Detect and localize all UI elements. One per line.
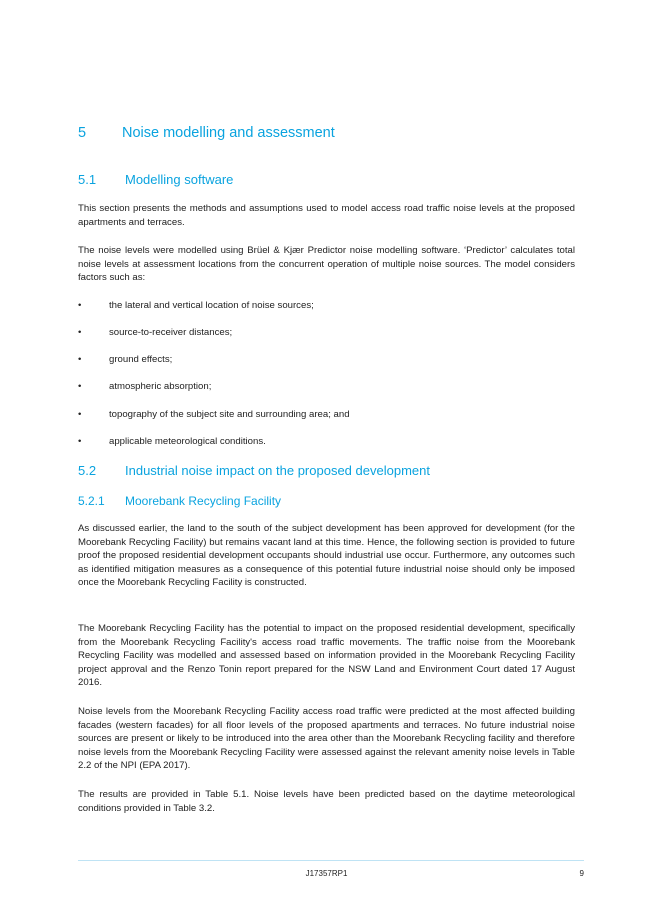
list-item-text: source-to-receiver distances; xyxy=(109,327,233,338)
list-item-text: ground effects; xyxy=(109,354,173,365)
bullet-marker: • xyxy=(78,409,82,420)
subsection-number: 5.2 xyxy=(78,463,97,478)
bullet-marker: • xyxy=(78,327,82,338)
section-title: Noise modelling and assessment xyxy=(122,125,335,141)
subsubsection-number: 5.2.1 xyxy=(78,494,105,508)
paragraph-noise-levels: Noise levels from the Moorebank Recycling Facility access road traffic were predicted at the most affected building facades (western facades) for all floor levels of the proposed apartments and terraces. No future industrial noise sources are present or likely to be introduced into the area other than the Moorebank Recycling facility and therefore noise levels from the Moorebank Recycling Facility were assessed against the relevant amenity noise levels in Table 2.2 of the NPI (EPA 2017). xyxy=(78,706,575,771)
list-item-text: applicable meteorological conditions. xyxy=(109,436,266,447)
page-number: 9 xyxy=(579,869,584,878)
paragraph-intro: This section presents the methods and assumptions used to model access road traffic noise levels at the proposed apartments and terraces. xyxy=(78,203,575,228)
subsection-number: 5.1 xyxy=(78,172,97,187)
list-item-text: topography of the subject site and surrounding area; and xyxy=(109,409,350,420)
bullet-marker: • xyxy=(78,354,82,365)
subsubsection-title: Moorebank Recycling Facility xyxy=(125,494,282,508)
list-item-text: atmospheric absorption; xyxy=(109,381,212,392)
paragraph-predictor: The noise levels were modelled using Brüel & Kjær Predictor noise modelling software. ‘Predictor’ calculates total noise levels at assessment locations from the concurrent operation of multiple noise sources. The model considers factors such as: xyxy=(78,245,575,283)
bullet-marker: • xyxy=(78,436,82,447)
subsection-title: Industrial noise impact on the proposed development xyxy=(125,463,430,478)
subsection-title: Modelling software xyxy=(125,172,234,187)
list-item-text: the lateral and vertical location of noise sources; xyxy=(109,300,314,311)
section-number: 5 xyxy=(78,125,87,141)
bullet-marker: • xyxy=(78,300,82,311)
footer-divider xyxy=(78,860,584,861)
paragraph-results: The results are provided in Table 5.1. Noise levels have been predicted based on the daytime meteorological conditions provided in Table 3.2. xyxy=(78,789,575,814)
bullet-marker: • xyxy=(78,381,82,392)
paragraph-traffic-impact: The Moorebank Recycling Facility has the potential to impact on the proposed residential development, specifically from the Moorebank Recycling Facility's access road traffic movements. The traffic noise from the Moorebank Recycling Facility was modelled and assessed based on information provided in the Moorebank Recycling Facility project approval and the Renzo Tonin report prepared for the NSW Land and Environment Court dated 17 August 2016. xyxy=(78,623,575,688)
paragraph-land-approval: As discussed earlier, the land to the south of the subject development has been approved for development (for the Moorebank Recycling Facility) but remains vacant land at this time. Hence, the following section is provided to future proof the proposed residential development occupants should industrial use occur. Furthermore, any outcomes such as identified mitigation measures as a consequence of this potential future industrial noise should only be imposed once the Moorebank Recycling Facility is constructed. xyxy=(78,523,575,588)
document-code: J17357RP1 xyxy=(305,869,348,878)
